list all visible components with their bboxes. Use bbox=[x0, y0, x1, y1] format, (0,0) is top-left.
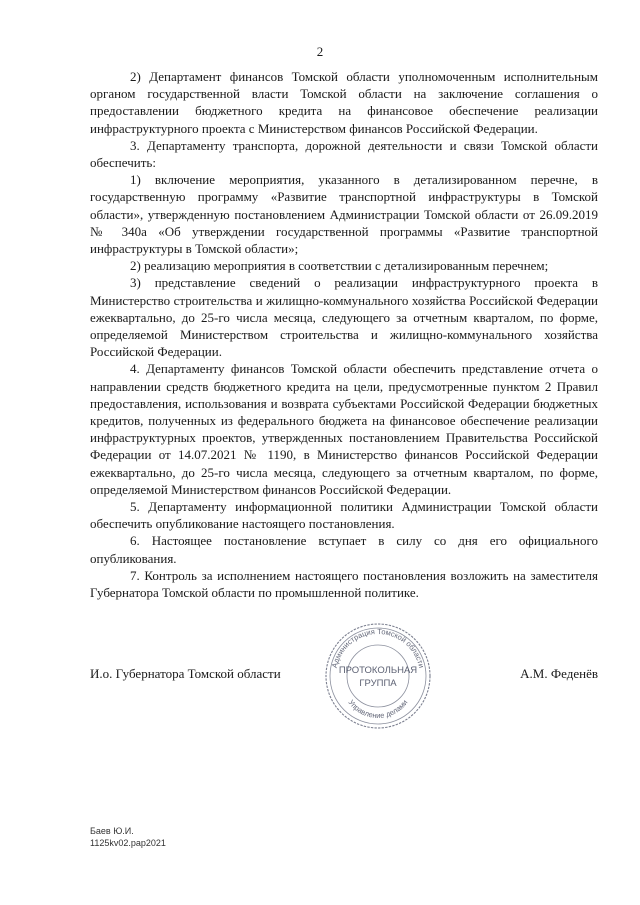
paragraph-item-7: 7. Контроль за исполнением настоящего постановления возложить на заместителя Губернатора Томской области по промышленной политике. bbox=[90, 567, 598, 601]
signatory-name: А.М. Феденёв bbox=[520, 666, 598, 681]
stamp-ring-bottom-text: Управление делами bbox=[346, 697, 410, 721]
paragraph-item-6: 6. Настоящее постановление вступает в силу со дня его официального опубликования. bbox=[90, 533, 598, 566]
page-number: 2 bbox=[316, 44, 324, 59]
paragraph-item-3-1: 1) включение мероприятия, указанного в детализированном перечне, в государственную программу «Развитие транспортной инфраструктуры в Томской области», утвержденную постановлением Администрации Томской области от 26.09.2019 № 340а «Об утверждении государственной программы «Развитие транспортной инфраструктуры в Томской области»; bbox=[90, 172, 598, 257]
paragraph-item-4: 4. Департаменту финансов Томской области обеспечить представление отчета о направлении средств бюджетного кредита на цели, предусмотренные пунктом 2 Правил предоставления, использования и возврата субъектами Российской Федерации бюджетных кредитов, полученных из федерального бюджета на финансовое обеспечение реализации инфраструктурных проектов, утвержденных постановлением Правительства Российской Федерации от 14.07.2021 № 1190, в Министерство финансов Российской Федерации ежеквартально, до 25-го числа месяца, следующего за отчетным кварталом, по форме, определяемой Министерством финансов Российской Федерации. bbox=[90, 361, 598, 497]
paragraph-designation-finance: 2) Департамент финансов Томской области уполномоченным исполнительным органом государственной власти Томской области на заключение соглашения о предоставлении бюджетного кредита на финансовое обеспечение реализации инфраструктурного проекта с Министерством финансов Российской Федерации. bbox=[90, 69, 598, 136]
signature-block bbox=[90, 626, 598, 770]
footer bbox=[90, 825, 166, 849]
footer-file-ref: 1125kv02.pap2021 bbox=[90, 838, 166, 848]
paragraph-item-3-2: 2) реализацию мероприятия в соответствии с детализированным перечнем; bbox=[130, 258, 549, 274]
document-body bbox=[90, 68, 598, 601]
paragraph-item-3-3: 3) представление сведений о реализации инфраструктурного проекта в Министерство строительства и жилищно-коммунального хозяйства Российской Федерации ежеквартально, до 25-го числа месяца, следующего за отчетным кварталом, по форме, определяемой Министерством строительства и жилищно-коммунального хозяйства Российской Федерации. bbox=[90, 275, 598, 360]
stamp-ring-top-text: Администрация Томской области bbox=[329, 626, 427, 669]
footer-author: Баев Ю.И. bbox=[90, 826, 134, 836]
official-stamp bbox=[322, 620, 434, 732]
paragraph-item-5: 5. Департаменту информационной политики Администрации Томской области обеспечить опубликование настоящего постановления. bbox=[90, 499, 598, 532]
signatory-position: И.о. Губернатора Томской области bbox=[90, 666, 281, 681]
stamp-center-line-1: ПРОТОКОЛЬНАЯ bbox=[338, 665, 418, 676]
stamp-center-line-2: ГРУППА bbox=[359, 678, 397, 689]
paragraph-item-3: 3. Департаменту транспорта, дорожной деятельности и связи Томской области обеспечить: bbox=[90, 137, 598, 171]
